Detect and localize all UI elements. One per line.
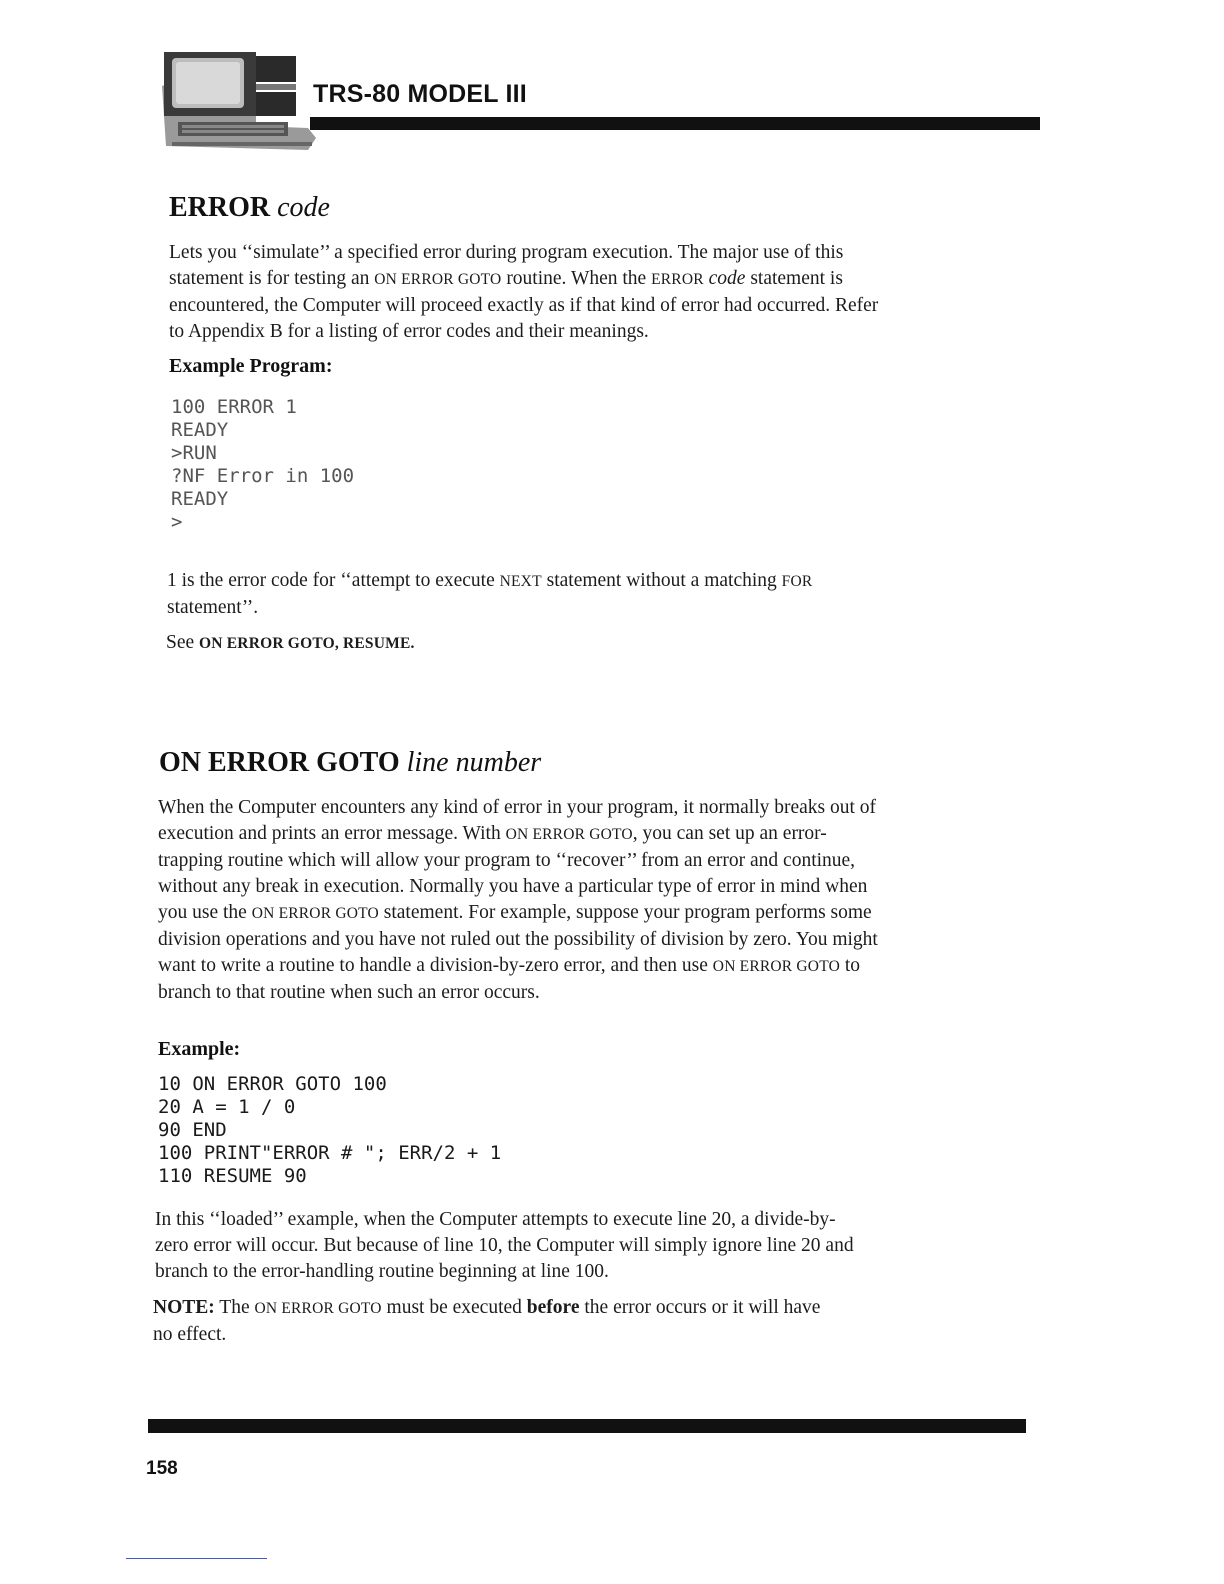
code-line: READY <box>171 419 229 441</box>
note-paragraph: NOTE: The ON ERROR GOTO must be executed before the error occurs or it will have no effect. <box>153 1297 821 1345</box>
footnote-rule <box>126 1558 267 1559</box>
code-line: > <box>171 511 183 533</box>
header-rule <box>310 117 1040 130</box>
footer-rule <box>148 1419 1026 1433</box>
error-code-example <box>171 396 354 534</box>
code-line: 20 A = 1 / 0 <box>158 1096 296 1118</box>
code-line: 10 ON ERROR GOTO 100 <box>158 1073 387 1095</box>
code-line: 110 RESUME 90 <box>158 1165 307 1187</box>
see-also: See ON ERROR GOTO, RESUME. <box>166 632 415 653</box>
example-program-label: Example Program: <box>169 355 333 377</box>
page-number: 158 <box>146 1458 178 1479</box>
code-line: >RUN <box>171 442 217 464</box>
code-line: READY <box>171 488 229 510</box>
code-line: 90 END <box>158 1119 227 1141</box>
on-error-goto-description: When the Computer encounters any kind of error in your program, it normally breaks out of execution and prints an error message. With ON ERROR GOTO, you can set up an error-trapping routine which will allow your program to ‘‘recover’’ from an error and continue, without any break in execution. Normally you have a particular type of error in mind when you use the ON ERROR GOTO statement. For example, suppose your program performs some division operations and you have not ruled out the possibility of division by zero. You might want to write a routine to handle a division-by-zero error, and then use ON ERROR GOTO to branch to that routine when such an error occurs. <box>158 797 878 1003</box>
section-heading-on-error-goto: ON ERROR GOTO line number <box>159 747 542 778</box>
see-also-refs: ON ERROR GOTO, RESUME. <box>199 635 415 652</box>
code-line: 100 PRINT"ERROR # "; ERR/2 + 1 <box>158 1142 502 1164</box>
example-explanation: In this ‘‘loaded’’ example, when the Computer attempts to execute line 20, a divide-by-zero error will occur. But because of line 10, the Computer will simply ignore line 20 and branch to the error-handling routine beginning at line 100. <box>155 1209 854 1282</box>
code-line: 100 ERROR 1 <box>171 396 297 418</box>
error-code-explanation: 1 is the error code for ‘‘attempt to execute NEXT statement without a matching FOR statement’’. <box>167 570 813 618</box>
code-line: ?NF Error in 100 <box>171 465 355 487</box>
example-label: Example: <box>158 1038 241 1060</box>
error-description: Lets you ‘‘simulate’’ a specified error during program execution. The major use of this statement is for testing an ON ERROR GOTO routine. When the ERROR code statement is encountered, the Computer will proceed exactly as if that kind of error had occurred. Refer to Appendix B for a listing of error codes and their meanings. <box>169 242 879 342</box>
trs80-computer-icon <box>158 46 318 154</box>
on-error-goto-code-example <box>158 1073 501 1188</box>
section-heading-error: ERROR code <box>169 192 330 223</box>
running-header-title: TRS-80 MODEL III <box>313 80 527 108</box>
